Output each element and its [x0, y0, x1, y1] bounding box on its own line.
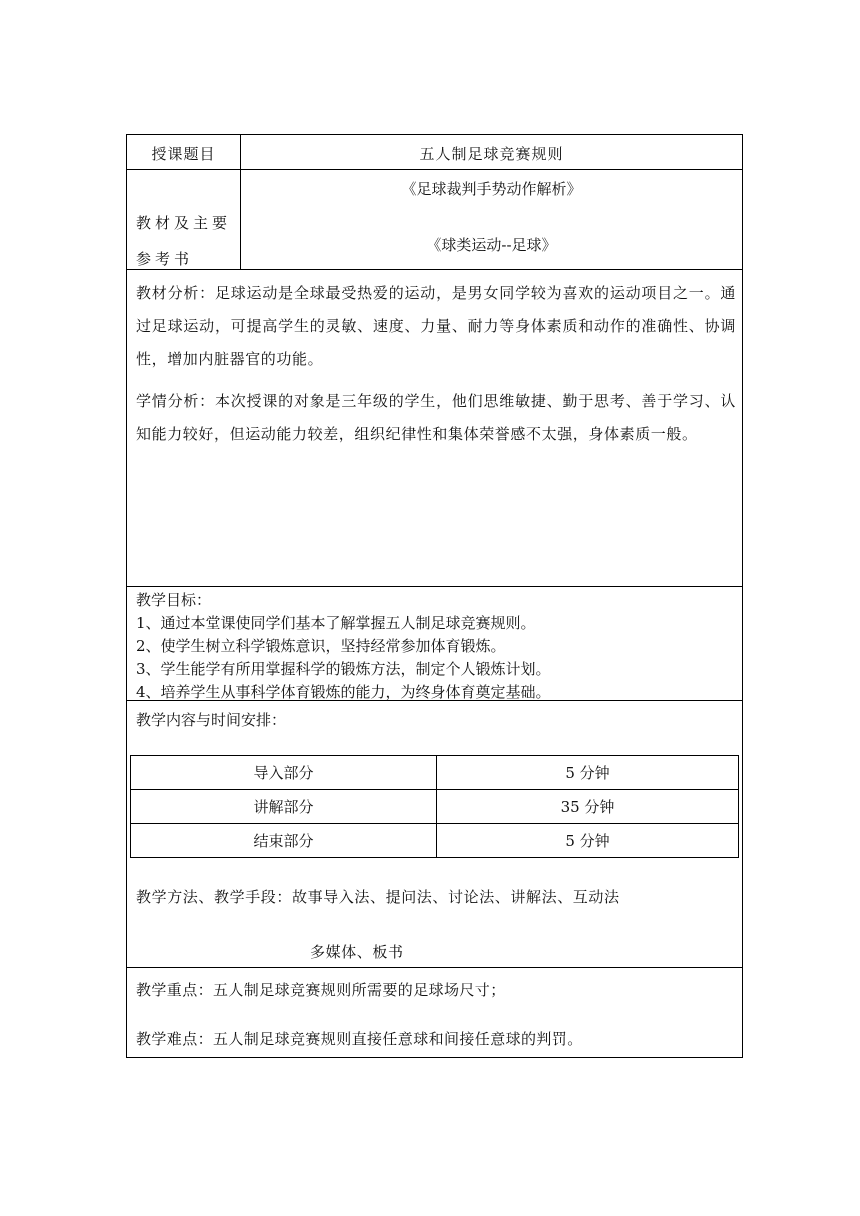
teaching-methods: 教学方法、教学手段：故事导入法、提问法、讨论法、讲解法、互动法 — [136, 888, 620, 906]
books-label-cell — [127, 170, 241, 269]
topic-value: 五人制足球竞赛规则 — [419, 145, 564, 163]
content-schedule-row — [127, 701, 742, 968]
goal-item: 2、使学生树立科学锻炼意识，坚持经常参加体育锻炼。 — [136, 637, 506, 655]
material-analysis: 教材分析：足球运动是全球最受热爱的运动，是男女同学较为喜欢的运动项目之一。通过足球运动，可提高学生的灵敏、速度、力量、耐力等身体素质和动作的准确性、协调性，增加内脏器官的功能。 — [136, 284, 736, 368]
analysis-row — [127, 270, 742, 587]
schedule-time: 5 分钟 — [437, 824, 739, 858]
books-label-line1: 教材及主要 — [136, 214, 232, 232]
topic-value-cell — [241, 135, 742, 169]
focus-row — [127, 968, 742, 1057]
schedule-time: 35 分钟 — [437, 790, 739, 824]
table-row — [131, 756, 739, 790]
table-row — [131, 790, 739, 824]
books-label-line2: 参考书 — [136, 250, 194, 268]
key-point: 教学重点：五人制足球竞赛规则所需要的足球场尺寸； — [136, 981, 506, 999]
table-row — [131, 824, 739, 858]
reference-book-2: 《球类运动--足球》 — [426, 236, 557, 254]
schedule-part: 讲解部分 — [131, 790, 437, 824]
schedule-part: 结束部分 — [131, 824, 437, 858]
student-analysis: 学情分析：本次授课的对象是三年级的学生，他们思维敏捷、勤于思考、善于学习、认知能力较好，但运动能力较差，组织纪律性和集体荣誉感不太强，身体素质一般。 — [136, 392, 736, 443]
difficult-point: 教学难点：五人制足球竞赛规则直接任意球和间接任意球的判罚。 — [136, 1030, 583, 1048]
topic-row — [127, 135, 742, 170]
schedule-table — [130, 755, 739, 858]
goals-list — [136, 589, 736, 704]
goals-heading: 教学目标： — [136, 591, 212, 609]
schedule-part: 导入部分 — [131, 756, 437, 790]
reference-book-1: 《足球裁判手势动作解析》 — [401, 180, 582, 198]
topic-label: 授课题目 — [151, 145, 216, 163]
teaching-means: 多媒体、板书 — [310, 943, 404, 961]
schedule-time: 5 分钟 — [437, 756, 739, 790]
goals-row — [127, 587, 742, 701]
goal-item: 1、通过本堂课使同学们基本了解掌握五人制足球竞赛规则。 — [136, 614, 536, 632]
goal-item: 3、学生能学有所用掌握科学的锻炼方法，制定个人锻炼计划。 — [136, 660, 551, 678]
goal-item: 4、培养学生从事科学体育锻炼的能力，为终身体育奠定基础。 — [136, 683, 551, 701]
lesson-plan-table — [126, 134, 743, 1058]
reference-books-row — [127, 170, 742, 270]
topic-label-cell — [127, 135, 241, 169]
schedule-heading: 教学内容与时间安排： — [136, 711, 287, 729]
books-value-cell — [241, 170, 742, 269]
